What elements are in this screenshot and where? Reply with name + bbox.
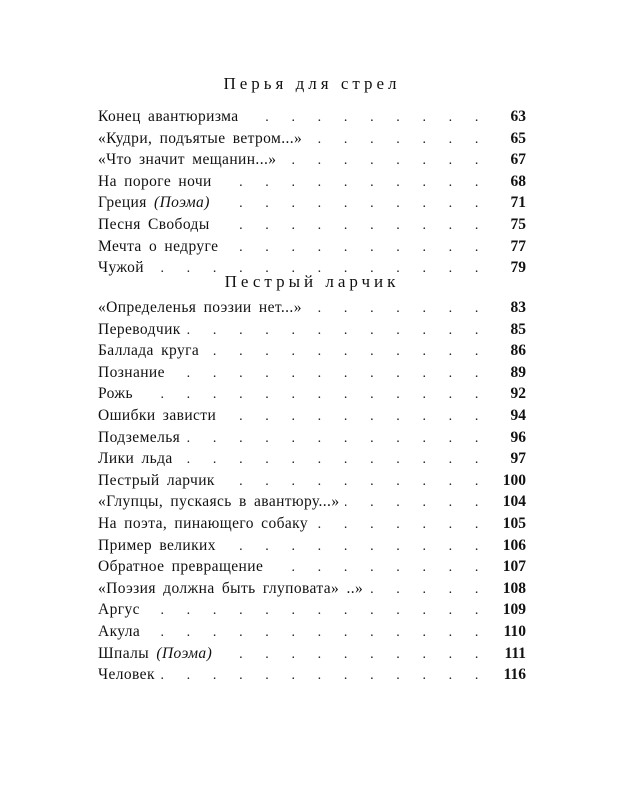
entry-title: Мечта о недруге <box>98 237 219 255</box>
leader-dots <box>146 600 488 622</box>
leader-dots <box>269 557 488 579</box>
page-number: 116 <box>503 666 526 684</box>
leader-dots <box>308 129 488 151</box>
entry-title: Пример великих <box>98 536 216 554</box>
page-number: 105 <box>502 514 526 532</box>
page-number: 89 <box>510 363 526 381</box>
leader-dots <box>221 471 488 493</box>
leader-dots <box>146 622 488 644</box>
toc-entry <box>98 621 526 643</box>
entry-title: Аргус <box>98 601 140 619</box>
toc-entry <box>98 297 526 319</box>
entry-title: Шпалы (Поэма) <box>98 644 213 662</box>
toc-entry <box>98 448 526 470</box>
leader-dots <box>186 428 488 450</box>
section-title-perya-dlya-strel: Перья для стрел <box>223 74 401 93</box>
leader-dots <box>245 107 488 129</box>
toc-entry <box>98 362 526 384</box>
page-number: 97 <box>510 450 526 468</box>
page-number: 77 <box>510 237 526 255</box>
entry-title: Конец авантюризма <box>98 108 239 125</box>
toc-entry <box>98 214 526 236</box>
entry-title: «Глупцы, пускаясь в авантюру...» <box>98 493 340 511</box>
leader-dots <box>161 665 488 687</box>
page-number: 100 <box>502 471 526 489</box>
leader-dots <box>222 536 488 558</box>
leader-dots <box>314 514 488 536</box>
page-number: 104 <box>502 493 526 511</box>
leader-dots <box>139 384 488 406</box>
entry-title: Человек <box>98 666 155 684</box>
entry-title: «Что значит мещанин...» <box>98 151 277 169</box>
page-number: 85 <box>510 320 526 338</box>
leader-dots <box>216 193 488 215</box>
entry-title: Подземелья <box>98 428 181 446</box>
page-number: 83 <box>510 299 526 316</box>
toc-entry <box>98 470 526 492</box>
page-number: 110 <box>503 622 526 640</box>
leader-dots <box>222 406 488 428</box>
section-entries-2 <box>98 297 526 686</box>
page-number: 108 <box>502 579 526 597</box>
entry-title: Чужой <box>98 259 144 277</box>
page-number: 92 <box>510 385 526 403</box>
entry-title: Обратное превращение <box>98 558 264 576</box>
page-number: 71 <box>510 194 526 212</box>
page-number: 65 <box>510 129 526 147</box>
toc-entry <box>98 427 526 449</box>
page-number: 94 <box>510 406 526 424</box>
toc-entry <box>98 171 526 193</box>
leader-dots <box>218 172 488 194</box>
leader-dots <box>187 320 488 342</box>
toc-entry <box>98 643 526 665</box>
leader-dots <box>282 150 488 172</box>
page-number: 96 <box>510 428 526 446</box>
leader-dots <box>205 341 488 363</box>
toc-entry <box>98 664 526 686</box>
entry-subtitle: (Поэма) <box>156 644 213 662</box>
section-entries-1 <box>98 106 526 279</box>
toc-entry <box>98 491 526 513</box>
page-number: 68 <box>510 172 526 190</box>
entry-title: Греция (Поэма) <box>98 194 210 212</box>
toc-entry <box>98 340 526 362</box>
toc-entry <box>98 535 526 557</box>
page-number: 79 <box>510 259 526 277</box>
entry-title: Акула <box>98 622 141 640</box>
toc-entry <box>98 149 526 171</box>
toc-entry <box>98 236 526 258</box>
leader-dots <box>171 363 488 385</box>
leader-dots <box>345 492 488 514</box>
entry-title: Лики льда <box>98 450 173 468</box>
toc-entry <box>98 319 526 341</box>
page-number: 111 <box>504 644 526 662</box>
entry-title: Познание <box>98 363 165 381</box>
toc-entry <box>98 128 526 150</box>
entry-title: Пестрый ларчик <box>98 471 215 489</box>
entry-title: Ошибки зависти <box>98 406 217 424</box>
page-number: 75 <box>510 215 526 233</box>
page-number: 107 <box>502 558 526 576</box>
toc-entry <box>98 599 526 621</box>
leader-dots <box>179 449 488 471</box>
leader-dots <box>218 644 488 666</box>
entry-title: Переводчик <box>98 320 181 338</box>
page-number: 86 <box>510 342 526 360</box>
page-number: 63 <box>510 108 526 125</box>
section-title-pestry-larchik: Пестрый ларчик <box>224 272 400 291</box>
toc-entry <box>98 192 526 214</box>
entry-title: «Кудри, подъятые ветром...» <box>98 129 303 147</box>
entry-title: Рожь <box>98 385 133 403</box>
toc-entry <box>98 513 526 535</box>
leader-dots <box>308 298 488 320</box>
entry-title: «Поэзия должна быть глуповата» ..» <box>98 579 364 597</box>
leader-dots <box>369 579 488 601</box>
entry-title: Баллада круга <box>98 342 200 360</box>
leader-dots <box>216 215 488 237</box>
page-number: 109 <box>502 601 526 619</box>
entry-subtitle: (Поэма) <box>154 194 210 212</box>
entry-title: На пороге ночи <box>98 172 212 190</box>
toc-entry <box>98 405 526 427</box>
entry-title: На поэта, пинающего собаку <box>98 514 309 532</box>
toc-entry <box>98 383 526 405</box>
entry-title: «Определенья поэзии нет...» <box>98 299 302 316</box>
leader-dots <box>224 237 488 259</box>
entry-title: Песня Свободы <box>98 215 210 233</box>
page-number: 106 <box>502 536 526 554</box>
toc-entry <box>98 106 526 128</box>
toc-entry <box>98 578 526 600</box>
toc-entry <box>98 556 526 578</box>
page-number: 67 <box>510 151 526 169</box>
